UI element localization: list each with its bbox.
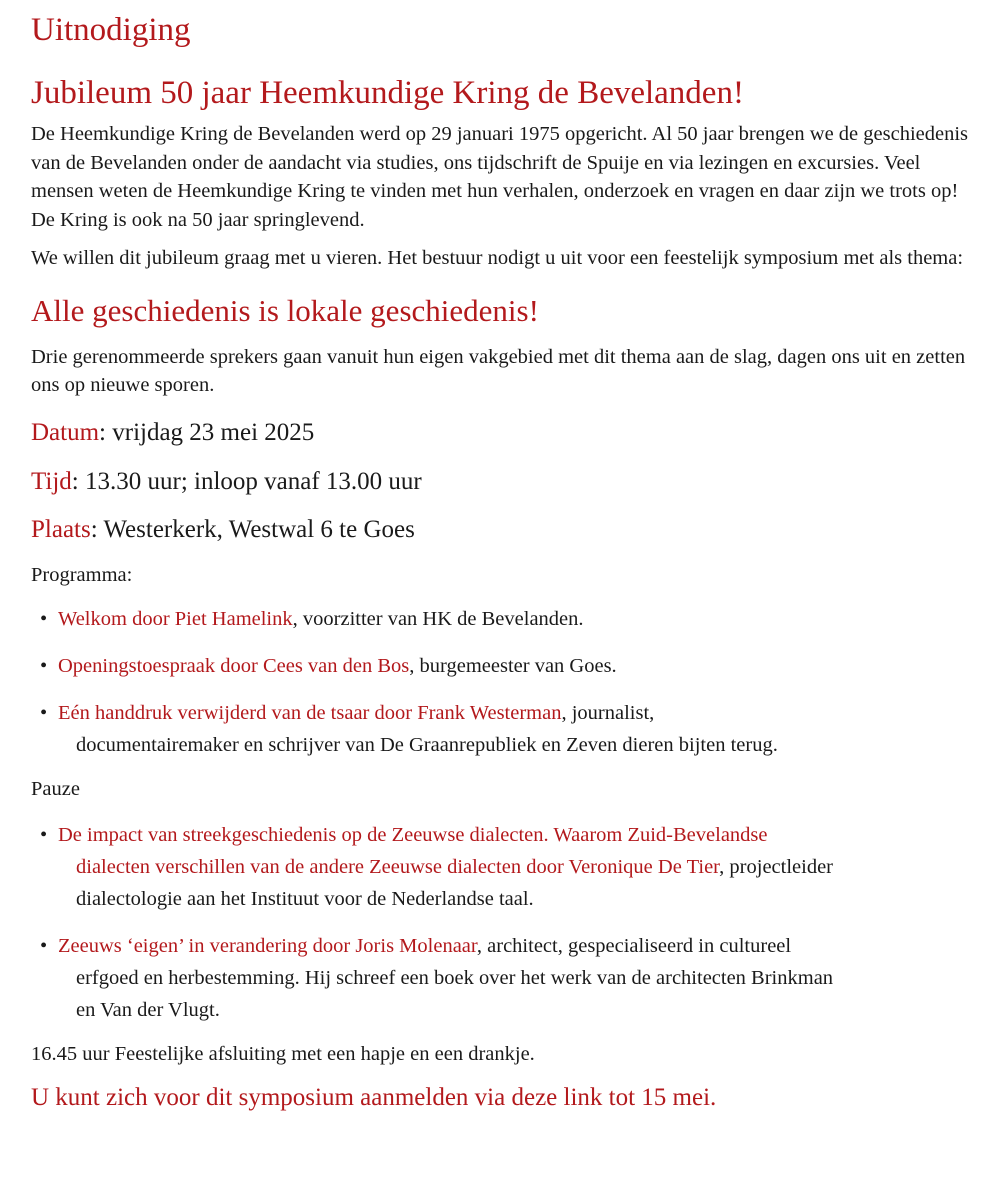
invitation-document [31, 0, 981, 1114]
page-title: Jubileum 50 jaar Heemkundige Kring de Bevelanden! [31, 75, 744, 111]
speaker-link[interactable]: Eén handdruk verwijderd van de tsaar door Frank Westerman [58, 701, 562, 724]
bullet-icon: • [40, 701, 48, 724]
date-line [31, 418, 981, 448]
speaker-link[interactable]: Welkom door Piet Hamelink [58, 607, 293, 630]
list-item [31, 819, 981, 915]
theme-title: Alle geschiedenis is lokale geschiedenis! [31, 292, 539, 328]
speaker-link[interactable]: De impact van streekgeschiedenis op de Zeeuwse dialecten. Waarom Zuid-Bevelandse [58, 823, 768, 846]
list-item [31, 603, 981, 635]
item-detail-continued: erfgoed en herbestemming. Hij schreef een boek over het werk van de architecten Brinkman [76, 966, 834, 989]
time-value: : 13.30 uur; inloop vanaf 13.00 uur [71, 467, 422, 495]
speaker-link[interactable]: Openingstoespraak door Cees van den Bos [58, 654, 410, 677]
bullet-icon: • [40, 607, 48, 630]
program-list [31, 603, 981, 761]
date-value: : vrijdag 23 mei 2025 [99, 418, 315, 446]
signup-link[interactable]: U kunt zich voor dit symposium aanmelden via deze link tot 15 mei. [31, 1083, 717, 1111]
date-label: Datum [31, 418, 100, 446]
item-detail-continued: dialectologie aan het Instituut voor de Nederlandse taal. [76, 887, 534, 910]
item-detail: , projectleider [719, 855, 834, 878]
item-detail: , burgemeester van Goes. [409, 654, 617, 677]
program-list-after-pause [31, 819, 981, 1026]
bullet-icon: • [40, 934, 48, 957]
list-item [31, 650, 981, 682]
time-label: Tijd [31, 467, 72, 495]
bullet-icon: • [40, 654, 48, 677]
intro-paragraph-invite: We willen dit jubileum graag met u vieren. Het bestuur nodigt u uit voor een feestelijk symposium met als thema: [31, 247, 964, 269]
speaker-link[interactable]: Zeeuws ‘eigen’ in verandering door Joris Molenaar [58, 934, 477, 957]
item-detail-continued: en Van der Vlugt. [76, 998, 220, 1021]
place-value: : Westerkerk, Westwal 6 te Goes [90, 515, 415, 543]
closing-line: 16.45 uur Feestelijke afsluiting met een hapje en een drankje. [31, 1042, 535, 1065]
item-detail: , architect, gespecialiseerd in cultureel [476, 934, 792, 957]
item-detail-continued: documentairemaker en schrijver van De Graanrepubliek en Zeven dieren bijten terug. [76, 733, 778, 756]
item-detail: , voorzitter van HK de Bevelanden. [292, 607, 584, 630]
intro-paragraph: De Heemkundige Kring de Bevelanden werd op 29 januari 1975 opgericht. Al 50 jaar brengen we de geschiedenis van de Bevelanden onder de aandacht via studies, ons tijdschrift de Spuije en via lezingen en excursies. Veel mensen weten de Heemkundige Kring te vinden met hun verhalen, onderzoek en vragen en daar zijn we trots op! De Kring is ook na 50 jaar springlevend. [31, 123, 969, 231]
list-item [31, 697, 981, 761]
list-item [31, 930, 981, 1026]
theme-description: Drie gerenommeerde sprekers gaan vanuit hun eigen vakgebied met dit thema aan de slag, dagen ons uit en zetten ons op nieuwe sporen. [31, 345, 966, 396]
item-detail: , journalist, [561, 701, 655, 724]
bullet-icon: • [40, 823, 48, 846]
place-label: Plaats [31, 515, 91, 543]
program-label: Programma: [31, 563, 133, 586]
speaker-link-continued[interactable]: dialecten verschillen van de andere Zeeuwse dialecten door Veronique De Tier [76, 855, 720, 878]
time-line [31, 467, 981, 497]
pause-label: Pauze [31, 777, 80, 800]
place-line [31, 515, 981, 545]
invitation-kicker: Uitnodiging [31, 12, 191, 48]
item-detail-continued [58, 851, 981, 883]
